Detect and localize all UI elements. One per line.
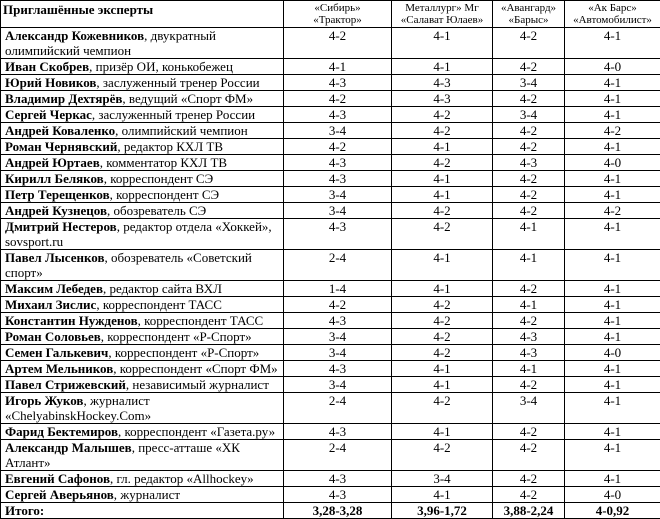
score-cell: 4-1 <box>565 219 660 250</box>
table-row <box>1 393 660 424</box>
score-cell: 4-2 <box>392 155 493 171</box>
match-header-1: «Сибирь» «Трактор» <box>284 1 392 28</box>
expert-cell <box>1 123 284 139</box>
expert-description: , призёр ОИ, конькобежец <box>89 59 233 74</box>
score-cell: 3-4 <box>284 203 392 219</box>
score-cell: 4-1 <box>565 377 660 393</box>
table-row <box>1 123 660 139</box>
score-cell: 4-2 <box>392 393 493 424</box>
table-row <box>1 203 660 219</box>
table-row <box>1 155 660 171</box>
total-score: 4-0,92 <box>565 503 660 519</box>
score-cell: 3-4 <box>284 345 392 361</box>
score-cell: 4-3 <box>284 171 392 187</box>
score-cell: 3-4 <box>284 123 392 139</box>
score-cell: 4-3 <box>284 361 392 377</box>
table-row <box>1 345 660 361</box>
score-cell: 4-1 <box>565 171 660 187</box>
score-cell: 4-2 <box>284 91 392 107</box>
score-cell: 4-2 <box>392 123 493 139</box>
score-cell: 4-1 <box>565 250 660 281</box>
score-cell: 4-1 <box>392 424 493 440</box>
expert-cell <box>1 75 284 91</box>
score-cell: 4-1 <box>565 329 660 345</box>
score-cell: 4-1 <box>565 139 660 155</box>
score-cell: 1-4 <box>284 281 392 297</box>
score-cell: 4-2 <box>493 91 565 107</box>
table-row <box>1 424 660 440</box>
expert-cell <box>1 393 284 424</box>
expert-cell <box>1 377 284 393</box>
expert-cell <box>1 187 284 203</box>
score-cell: 4-1 <box>565 107 660 123</box>
table-row <box>1 281 660 297</box>
score-cell: 4-2 <box>392 329 493 345</box>
table-row <box>1 471 660 487</box>
score-cell: 4-1 <box>493 361 565 377</box>
expert-name: Дмитрий Нестеров <box>5 219 117 234</box>
score-cell: 4-2 <box>493 203 565 219</box>
table-row <box>1 107 660 123</box>
total-score: 3,88-2,24 <box>493 503 565 519</box>
expert-cell <box>1 139 284 155</box>
score-cell: 4-2 <box>392 107 493 123</box>
expert-description: , корреспондент «Р-Спорт» <box>108 345 259 360</box>
table-row <box>1 377 660 393</box>
expert-name: Кирилл Беляков <box>5 171 104 186</box>
expert-name: Юрий Новиков <box>5 75 96 90</box>
score-cell: 4-2 <box>493 28 565 59</box>
score-cell: 4-2 <box>493 424 565 440</box>
expert-description: , двукратный олимпийский чемпион <box>5 28 216 58</box>
score-cell: 4-1 <box>392 281 493 297</box>
expert-description: , гл. редактор «Allhockey» <box>110 471 254 486</box>
score-cell: 4-3 <box>392 75 493 91</box>
score-cell: 4-2 <box>493 123 565 139</box>
expert-cell <box>1 28 284 59</box>
expert-description: , корреспондент «Газета.ру» <box>118 424 275 439</box>
total-score: 3,96-1,72 <box>392 503 493 519</box>
score-cell: 4-2 <box>565 123 660 139</box>
score-cell: 4-3 <box>392 91 493 107</box>
score-cell: 3-4 <box>392 471 493 487</box>
expert-description: , корреспондент ТАСС <box>138 313 264 328</box>
expert-cell <box>1 313 284 329</box>
expert-description: , корреспондент ТАСС <box>96 297 222 312</box>
expert-name: Роман Соловьев <box>5 329 101 344</box>
table-row <box>1 219 660 250</box>
expert-cell <box>1 329 284 345</box>
expert-name: Андрей Кузнецов <box>5 203 107 218</box>
score-cell: 4-1 <box>565 187 660 203</box>
expert-cell <box>1 91 284 107</box>
score-cell: 4-3 <box>493 345 565 361</box>
score-cell: 4-3 <box>284 313 392 329</box>
expert-description: , независимый журналист <box>126 377 269 392</box>
score-cell: 4-3 <box>493 329 565 345</box>
score-cell: 4-2 <box>392 297 493 313</box>
expert-description: , олимпийский чемпион <box>115 123 248 138</box>
score-cell: 3-4 <box>493 75 565 91</box>
score-cell: 4-1 <box>493 297 565 313</box>
expert-name: Сергей Аверьянов <box>5 487 114 502</box>
table-row <box>1 59 660 75</box>
expert-cell <box>1 487 284 503</box>
header-row <box>1 1 660 28</box>
table-row <box>1 187 660 203</box>
expert-name: Роман Чернявский <box>5 139 117 154</box>
score-cell: 4-2 <box>493 139 565 155</box>
score-cell: 4-2 <box>284 139 392 155</box>
score-cell: 4-2 <box>493 171 565 187</box>
expert-name: Андрей Юртаев <box>5 155 100 170</box>
expert-cell <box>1 424 284 440</box>
expert-description: , редактор КХЛ ТВ <box>117 139 223 154</box>
expert-description: , заслуженный тренер России <box>96 75 259 90</box>
score-cell: 4-2 <box>392 345 493 361</box>
expert-name: Артем Мельников <box>5 361 113 376</box>
expert-name: Семен Галькевич <box>5 345 108 360</box>
expert-description: , обозреватель СЭ <box>107 203 206 218</box>
expert-name: Андрей Коваленко <box>5 123 115 138</box>
score-cell: 2-4 <box>284 440 392 471</box>
expert-name: Иван Скобрев <box>5 59 89 74</box>
score-cell: 4-3 <box>284 107 392 123</box>
expert-name: Павел Лысенков <box>5 250 105 265</box>
score-cell: 4-1 <box>392 187 493 203</box>
score-cell: 4-3 <box>284 487 392 503</box>
expert-name: Михаил Зислис <box>5 297 96 312</box>
score-cell: 4-2 <box>392 313 493 329</box>
table-row <box>1 91 660 107</box>
score-cell: 4-2 <box>493 377 565 393</box>
score-cell: 4-1 <box>565 297 660 313</box>
score-cell: 4-3 <box>493 155 565 171</box>
score-cell: 4-0 <box>565 487 660 503</box>
score-cell: 4-2 <box>392 219 493 250</box>
expert-name: Максим Лебедев <box>5 281 103 296</box>
score-cell: 4-1 <box>565 91 660 107</box>
score-cell: 4-2 <box>284 28 392 59</box>
score-cell: 4-3 <box>284 75 392 91</box>
score-cell: 4-2 <box>565 203 660 219</box>
score-cell: 3-4 <box>493 393 565 424</box>
expert-description: , ведущий «Спорт ФМ» <box>122 91 253 106</box>
score-cell: 4-1 <box>565 75 660 91</box>
score-cell: 2-4 <box>284 250 392 281</box>
expert-name: Фарид Бектемиров <box>5 424 118 439</box>
score-cell: 4-3 <box>284 155 392 171</box>
score-cell: 4-3 <box>284 219 392 250</box>
expert-description: , журналист <box>114 487 180 502</box>
table-row <box>1 329 660 345</box>
expert-description: , редактор сайта ВХЛ <box>103 281 222 296</box>
expert-description: , редактор отдела «Хоккей», sovsport.ru <box>5 219 272 249</box>
score-cell: 4-1 <box>565 393 660 424</box>
score-cell: 4-2 <box>493 281 565 297</box>
score-cell: 4-1 <box>392 377 493 393</box>
score-cell: 4-1 <box>392 139 493 155</box>
expert-cell <box>1 59 284 75</box>
expert-description: , пресс-атташе «ХК Атлант» <box>5 440 240 470</box>
expert-description: , корреспондент «Р-Спорт» <box>101 329 252 344</box>
score-cell: 4-1 <box>493 250 565 281</box>
score-cell: 4-1 <box>565 28 660 59</box>
expert-name: Сергей Черкас <box>5 107 92 122</box>
match-header-3: «Авангард» «Барыс» <box>493 1 565 28</box>
score-cell: 4-1 <box>392 487 493 503</box>
score-cell: 4-2 <box>493 313 565 329</box>
score-cell: 4-1 <box>392 361 493 377</box>
score-cell: 4-2 <box>493 440 565 471</box>
expert-name: Александр Малышев <box>5 440 132 455</box>
expert-description: , корреспондент СЭ <box>110 187 219 202</box>
score-cell: 4-0 <box>565 345 660 361</box>
total-score: 3,28-3,28 <box>284 503 392 519</box>
score-cell: 4-1 <box>392 59 493 75</box>
expert-cell <box>1 281 284 297</box>
score-cell: 4-2 <box>284 297 392 313</box>
score-cell: 4-1 <box>565 471 660 487</box>
table-row <box>1 139 660 155</box>
expert-description: , заслуженный тренер России <box>92 107 255 122</box>
expert-cell <box>1 155 284 171</box>
match-header-4: «Ак Барс» «Автомобилист» <box>565 1 660 28</box>
score-cell: 4-2 <box>392 440 493 471</box>
score-cell: 4-1 <box>565 424 660 440</box>
score-cell: 4-0 <box>565 59 660 75</box>
table-row <box>1 313 660 329</box>
expert-name: Петр Терещенков <box>5 187 110 202</box>
score-cell: 4-1 <box>392 250 493 281</box>
expert-cell <box>1 250 284 281</box>
expert-cell <box>1 297 284 313</box>
expert-name: Константин Нужденов <box>5 313 138 328</box>
score-cell: 3-4 <box>284 377 392 393</box>
score-cell: 3-4 <box>284 329 392 345</box>
expert-name: Евгений Сафонов <box>5 471 110 486</box>
table-row <box>1 361 660 377</box>
table-row <box>1 75 660 91</box>
expert-cell <box>1 345 284 361</box>
score-cell: 4-2 <box>493 487 565 503</box>
score-cell: 4-3 <box>284 471 392 487</box>
score-cell: 4-2 <box>392 203 493 219</box>
expert-cell <box>1 440 284 471</box>
expert-cell <box>1 203 284 219</box>
expert-description: , корреспондент СЭ <box>104 171 213 186</box>
score-cell: 4-1 <box>493 219 565 250</box>
table-row <box>1 28 660 59</box>
score-cell: 4-1 <box>284 59 392 75</box>
score-cell: 4-1 <box>392 28 493 59</box>
score-cell: 4-2 <box>493 59 565 75</box>
score-cell: 2-4 <box>284 393 392 424</box>
table-row <box>1 440 660 471</box>
score-cell: 4-1 <box>392 171 493 187</box>
expert-cell <box>1 107 284 123</box>
score-cell: 4-1 <box>565 361 660 377</box>
totals-label: Итого: <box>1 503 284 519</box>
expert-description: , комментатор КХЛ ТВ <box>100 155 227 170</box>
expert-name: Павел Стрижевский <box>5 377 126 392</box>
expert-name: Владимир Дехтярёв <box>5 91 122 106</box>
expert-description: , журналист «ChelyabinskHockey.Com» <box>5 393 151 423</box>
experts-header: Приглашённые эксперты <box>1 1 284 28</box>
score-cell: 3-4 <box>284 187 392 203</box>
table-row <box>1 171 660 187</box>
expert-name: Игорь Жуков <box>5 393 83 408</box>
score-cell: 4-1 <box>565 440 660 471</box>
score-cell: 4-1 <box>565 313 660 329</box>
score-cell: 4-2 <box>493 471 565 487</box>
table-row <box>1 297 660 313</box>
score-cell: 4-3 <box>284 424 392 440</box>
table-row <box>1 250 660 281</box>
expert-name: Александр Кожевников <box>5 28 144 43</box>
score-cell: 4-2 <box>493 187 565 203</box>
expert-description: , обозреватель «Советский спорт» <box>5 250 252 280</box>
expert-cell <box>1 171 284 187</box>
score-cell: 4-0 <box>565 155 660 171</box>
expert-description: , корреспондент «Спорт ФМ» <box>113 361 277 376</box>
score-cell: 3-4 <box>493 107 565 123</box>
score-cell: 4-1 <box>565 281 660 297</box>
table-row <box>1 487 660 503</box>
match-header-2: Металлург» Мг «Салават Юлаев» <box>392 1 493 28</box>
expert-cell <box>1 219 284 250</box>
expert-cell <box>1 361 284 377</box>
expert-cell <box>1 471 284 487</box>
